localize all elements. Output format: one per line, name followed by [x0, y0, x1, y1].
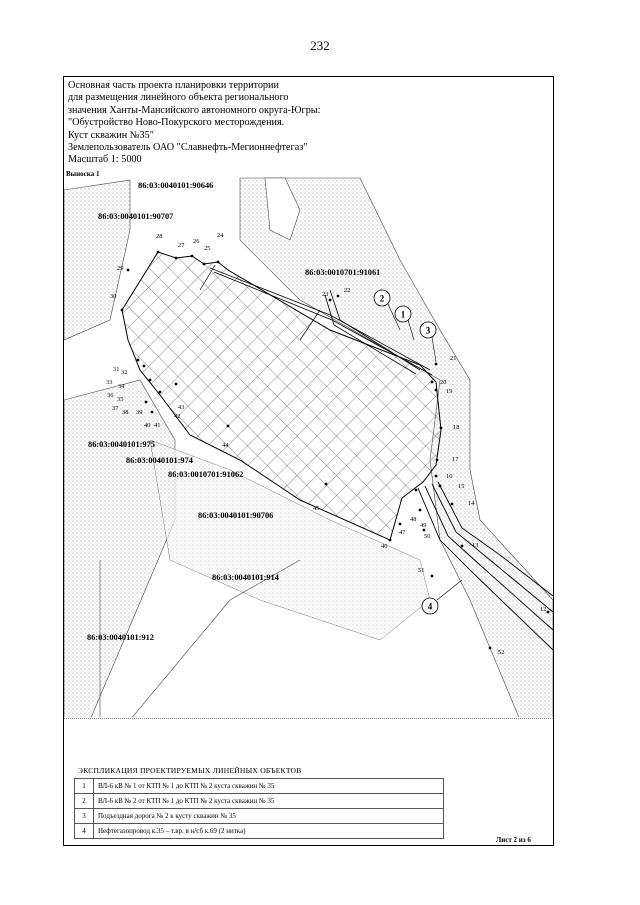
legend-num: 1	[75, 779, 94, 794]
point-label: 18	[453, 424, 460, 431]
legend-text: Подъездная дорога № 2 к кусту скважин № 35	[94, 809, 444, 824]
map-divider	[64, 718, 553, 719]
parcel-label: 86:03:0040101:912	[87, 633, 154, 642]
header-line: для размещения линейного объекта регионального	[68, 92, 289, 104]
point-label: 50	[424, 533, 431, 540]
object-marker: 2	[379, 293, 385, 304]
object-marker: 1	[400, 309, 406, 320]
point-label: 14	[468, 500, 475, 507]
parcel-label: 86:03:0040101:90646	[138, 181, 214, 190]
point-label: 40	[144, 422, 151, 429]
point-label: 22	[344, 287, 351, 294]
point-label: 27	[178, 242, 185, 249]
legend-title: ЭКСПЛИКАЦИЯ ПРОЕКТИРУЕМЫХ ЛИНЕЙНЫХ ОБЪЕКТОВ	[78, 766, 302, 775]
point-label: 32	[121, 369, 128, 376]
point-label: 37	[112, 405, 119, 412]
point-label: 26	[193, 238, 200, 245]
drawing-header	[68, 80, 320, 167]
legend-row	[75, 824, 444, 839]
point-label: 35	[117, 396, 124, 403]
point-label: 25	[204, 245, 211, 252]
legend-row	[75, 794, 444, 809]
parcel-label: 86:03:0040101:914	[212, 573, 279, 582]
point-label: 30	[110, 293, 117, 300]
object-marker: 3	[425, 325, 431, 336]
point-label: 33	[106, 379, 113, 386]
legend-text: ВЛ-6 кВ № 1 от КТП № 1 до КТП № 2 куста скважин № 35	[94, 779, 444, 794]
point-label: 34	[118, 383, 125, 390]
legend-row	[75, 779, 444, 794]
header-line: Куст скважин №35"	[68, 129, 154, 141]
legend-table	[74, 778, 444, 839]
legend-row	[75, 809, 444, 824]
point-label: 47	[399, 529, 406, 536]
header-line: "Обустройство Ново-Покурского месторождения.	[68, 117, 285, 129]
header-line: Основная часть проекта планировки территории	[68, 80, 279, 91]
point-label: 19	[446, 388, 453, 395]
point-label: 38	[122, 409, 129, 416]
point-label: 42	[174, 413, 181, 420]
point-label: 24	[217, 232, 224, 239]
page-number: 232	[310, 38, 330, 53]
point-label: 43	[178, 404, 185, 411]
point-label: 36	[107, 392, 114, 399]
point-label: 13	[472, 542, 479, 549]
legend-text: ВЛ-6 кВ № 2 от КТП № 1 до КТП № 2 куста скважин № 35	[94, 794, 444, 809]
sheet-label: Лист 2 из 6	[496, 836, 531, 844]
point-label: 41	[154, 422, 161, 429]
point-label: 12	[540, 606, 547, 613]
point-label: 15	[458, 483, 465, 490]
point-label: 49	[420, 522, 427, 529]
point-label: 48	[410, 516, 417, 523]
header-line: Масштаб 1: 5000	[68, 154, 142, 166]
cadastral-map	[64, 177, 553, 717]
legend-num: 2	[75, 794, 94, 809]
header-line: значения Ханты-Мансийского автономного округа-Югры:	[68, 104, 321, 116]
legend-text: Нефтегазопровод к.35 – т.вр. в н/сб к.69 (2 нитка)	[94, 824, 444, 839]
point-label: 28	[156, 233, 163, 240]
point-label: 51	[418, 567, 425, 574]
point-label: 20	[440, 379, 447, 386]
point-label: 44	[222, 442, 229, 449]
parcel-label: 86:03:0040101:974	[126, 456, 193, 465]
point-label: 23	[322, 291, 329, 298]
header-line: Землепользователь ОАО "Славнефть-Мегионнефтегаз"	[68, 142, 308, 154]
point-label: 17	[452, 456, 459, 463]
point-label: 39	[136, 409, 143, 416]
point-label: 29	[117, 265, 124, 272]
parcel-label: 86:03:0040101:90707	[98, 212, 174, 221]
point-label: 46	[381, 543, 388, 550]
point-label: 31	[113, 366, 120, 373]
callout-title: Выноска 1	[66, 170, 100, 178]
point-label: 45	[313, 505, 320, 512]
parcel-label: 86:03:0040101:975	[88, 440, 155, 449]
object-marker: 4	[427, 601, 433, 612]
point-label: 21	[450, 355, 457, 362]
parcel-label: 86:03:0010701:91062	[168, 470, 244, 479]
parcel-label: 86:03:0040101:90706	[198, 511, 274, 520]
legend-num: 4	[75, 824, 94, 839]
point-label: 52	[498, 649, 505, 656]
point-label: 16	[446, 473, 453, 480]
parcel-label: 86:03:0010701:91061	[305, 268, 381, 277]
legend-num: 3	[75, 809, 94, 824]
